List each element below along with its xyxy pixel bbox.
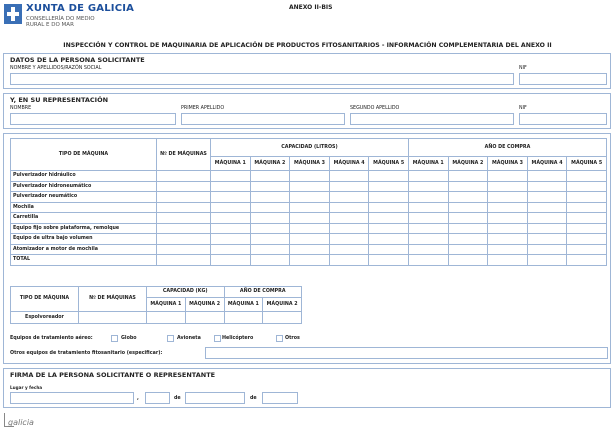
table-cell[interactable] [527, 202, 567, 213]
table-cell[interactable] [567, 213, 607, 224]
table-cell[interactable] [290, 192, 330, 203]
row-label: Pulverizador hidroneumático [11, 181, 157, 192]
representacion-section [3, 93, 611, 129]
table-cell[interactable] [527, 234, 567, 245]
brand-name: XUNTA DE GALICIA [26, 3, 135, 14]
lugar-fecha-label: Lugar y fecha [10, 385, 43, 390]
rep-nif-label: NIF [519, 106, 527, 111]
t2-anio-maquina-2: MÁQUINA 2 [263, 297, 302, 311]
table-cell[interactable] [369, 255, 409, 266]
table-cell[interactable] [488, 202, 528, 213]
nif-label: NIF [519, 66, 527, 71]
row-label: TOTAL [11, 255, 157, 266]
table-cell[interactable] [211, 181, 251, 192]
table-cell[interactable] [250, 192, 290, 203]
table-cell[interactable] [408, 244, 448, 255]
table-cell[interactable] [211, 213, 251, 224]
table-cell[interactable] [211, 244, 251, 255]
table-cell[interactable] [369, 234, 409, 245]
solicitante-section [3, 53, 611, 89]
table-cell[interactable] [157, 202, 211, 213]
table-cell[interactable] [369, 192, 409, 203]
t2-cap-maquina-2: MÁQUINA 2 [185, 297, 224, 311]
table-cell[interactable] [408, 192, 448, 203]
table-row [11, 244, 607, 255]
t2-col-num: Nº DE MÁQUINAS [79, 287, 147, 312]
table-cell[interactable] [567, 171, 607, 182]
table-cell[interactable] [329, 234, 369, 245]
rep-nombre-field[interactable] [10, 113, 176, 125]
table-cell[interactable] [250, 255, 290, 266]
globo-checkbox[interactable] [111, 335, 118, 342]
de-label-2: de [250, 396, 257, 401]
table-cell[interactable] [369, 202, 409, 213]
table-cell[interactable] [448, 244, 488, 255]
table-cell[interactable] [250, 213, 290, 224]
table-cell[interactable] [488, 213, 528, 224]
row-label: Mochila [11, 202, 157, 213]
t2-cell[interactable] [263, 311, 302, 323]
table-cell[interactable] [211, 192, 251, 203]
table-cell[interactable] [290, 181, 330, 192]
row-label: Atomizador a motor de mochila [11, 244, 157, 255]
anio-maquina-4: MÁQUINA 4 [527, 157, 567, 171]
table-cell[interactable] [211, 223, 251, 234]
table-cell[interactable] [157, 192, 211, 203]
table-cell[interactable] [527, 213, 567, 224]
table-cell[interactable] [369, 213, 409, 224]
table-cell[interactable] [250, 244, 290, 255]
table-cell[interactable] [290, 255, 330, 266]
table-cell[interactable] [408, 255, 448, 266]
table-cell[interactable] [211, 255, 251, 266]
table-cell[interactable] [488, 192, 528, 203]
cap-maquina-2: MÁQUINA 2 [250, 157, 290, 171]
table-cell[interactable] [527, 181, 567, 192]
table-cell[interactable] [250, 202, 290, 213]
anio-maquina-2: MÁQUINA 2 [448, 157, 488, 171]
table-cell[interactable] [408, 202, 448, 213]
table-cell[interactable] [408, 234, 448, 245]
table-cell[interactable] [369, 223, 409, 234]
t2-anio-maquina-1: MÁQUINA 1 [224, 297, 263, 311]
col-num: Nº DE MÁQUINAS [157, 139, 211, 171]
table-cell[interactable] [329, 244, 369, 255]
t2-col-capacidad: CAPACIDAD (KG) [147, 287, 225, 298]
t2-cell[interactable] [147, 311, 186, 323]
table-cell[interactable] [157, 255, 211, 266]
comma-separator: , [137, 396, 139, 401]
table-cell[interactable] [527, 244, 567, 255]
row-label: Pulverizador hidráulico [11, 171, 157, 182]
table-cell[interactable] [448, 192, 488, 203]
table-row [11, 234, 607, 245]
table-cell[interactable] [567, 244, 607, 255]
table-cell[interactable] [290, 234, 330, 245]
table-cell[interactable] [488, 234, 528, 245]
t2-row-label: Espolvoreador [11, 311, 79, 323]
table-cell[interactable] [329, 213, 369, 224]
rep-nif-field[interactable] [519, 113, 607, 125]
lugar-field[interactable] [10, 392, 134, 404]
table-cell[interactable] [488, 244, 528, 255]
t2-cell[interactable] [79, 311, 147, 323]
t2-col-tipo: TIPO DE MÁQUINA [11, 287, 79, 312]
de-label-1: de [174, 396, 181, 401]
cap-maquina-5: MÁQUINA 5 [369, 157, 409, 171]
row-label: Pulverizador neumático [11, 192, 157, 203]
table-cell[interactable] [448, 202, 488, 213]
t2-col-anio: AÑO DE COMPRA [224, 287, 302, 298]
page-header [4, 2, 611, 36]
solicitante-title: DATOS DE LA PERSONA SOLICITANTE [10, 56, 145, 64]
table-cell[interactable] [408, 171, 448, 182]
table-cell[interactable] [448, 181, 488, 192]
table-cell[interactable] [157, 223, 211, 234]
table-cell[interactable] [250, 234, 290, 245]
row-label: Equipo fijo sobre plataforma, remolque [11, 223, 157, 234]
table-cell[interactable] [369, 181, 409, 192]
xunta-logo-icon [4, 4, 22, 24]
table-cell[interactable] [157, 234, 211, 245]
globo-label: Globo [121, 336, 137, 341]
table-cell[interactable] [408, 223, 448, 234]
row-label: Equipo de ultra bajo volumen [11, 234, 157, 245]
table-cell[interactable] [157, 213, 211, 224]
otros-label: Otros [285, 336, 300, 341]
otros-equipos-field[interactable] [205, 347, 608, 359]
document-title: INSPECCIÓN Y CONTROL DE MAQUINARIA DE APLICACIÓN DE PRODUCTOS FITOSANITARIOS - INFORMACIÓN COMPLEMENTARIA DEL ANEXO II [63, 42, 552, 49]
table-cell[interactable] [250, 181, 290, 192]
table-cell[interactable] [488, 255, 528, 266]
table-cell[interactable] [488, 171, 528, 182]
table-cell[interactable] [250, 171, 290, 182]
rep-apellido2-field[interactable] [350, 113, 514, 125]
col-anio: AÑO DE COMPRA [408, 139, 606, 157]
galicia-logo: galicia [8, 418, 34, 427]
table-row [11, 181, 607, 192]
table-cell[interactable] [567, 202, 607, 213]
table-cell[interactable] [290, 202, 330, 213]
maquinaria-table [10, 138, 607, 266]
table-cell[interactable] [329, 171, 369, 182]
name-label: NOMBRE Y APELLIDOS/RAZÓN SOCIAL [10, 66, 102, 71]
table-cell[interactable] [567, 223, 607, 234]
table-cell[interactable] [448, 171, 488, 182]
anio-field[interactable] [262, 392, 298, 404]
helicoptero-checkbox[interactable] [214, 335, 221, 342]
cap-maquina-4: MÁQUINA 4 [329, 157, 369, 171]
table-cell[interactable] [290, 171, 330, 182]
table-cell[interactable] [567, 192, 607, 203]
helicoptero-label: Helicóptero [222, 336, 254, 341]
anio-maquina-3: MÁQUINA 3 [488, 157, 528, 171]
table-row [11, 223, 607, 234]
mes-field[interactable] [185, 392, 245, 404]
avioneta-label: Avioneta [177, 336, 201, 341]
table-cell[interactable] [448, 223, 488, 234]
table-row [11, 171, 607, 182]
anio-maquina-1: MÁQUINA 1 [408, 157, 448, 171]
table-row [11, 213, 607, 224]
firma-title: FIRMA DE LA PERSONA SOLICITANTE O REPRESENTANTE [10, 371, 216, 379]
table-cell[interactable] [408, 213, 448, 224]
table-cell[interactable] [211, 234, 251, 245]
nif-field[interactable] [519, 73, 607, 85]
table-cell[interactable] [408, 181, 448, 192]
maquinaria-section [3, 133, 611, 364]
table-cell[interactable] [448, 255, 488, 266]
col-capacidad: CAPACIDAD (LITROS) [211, 139, 409, 157]
table-cell[interactable] [369, 171, 409, 182]
table-cell[interactable] [329, 192, 369, 203]
aereo-label: Equipos de tratamiento aéreo: [10, 336, 93, 341]
anio-maquina-5: MÁQUINA 5 [567, 157, 607, 171]
anexo-label: ANEXO II-BIS [289, 4, 333, 11]
representacion-title: Y, EN SU REPRESENTACIÓN [10, 96, 109, 104]
table-cell[interactable] [527, 255, 567, 266]
brand-subtitle: CONSELLERÍA DO MEDIO RURAL E DO MAR [26, 16, 95, 28]
col-tipo: TIPO DE MÁQUINA [11, 139, 157, 171]
table-row [11, 202, 607, 213]
table-cell[interactable] [211, 202, 251, 213]
table-cell[interactable] [157, 171, 211, 182]
table-cell[interactable] [369, 244, 409, 255]
otros-equipos-label: Otros equipos de tratamiento fitosanitario (especificar): [10, 351, 163, 356]
table-row [11, 192, 607, 203]
table-cell[interactable] [488, 223, 528, 234]
dia-field[interactable] [145, 392, 170, 404]
rep-apellido1-label: PRIMER APELLIDO [181, 106, 225, 111]
t2-cell[interactable] [185, 311, 224, 323]
table-cell[interactable] [567, 234, 607, 245]
rep-apellido1-field[interactable] [181, 113, 345, 125]
table-cell[interactable] [527, 223, 567, 234]
table-cell[interactable] [567, 181, 607, 192]
table-cell[interactable] [448, 234, 488, 245]
table-cell[interactable] [527, 192, 567, 203]
row-label: Carretilla [11, 213, 157, 224]
table-row [11, 255, 607, 266]
table-cell[interactable] [329, 223, 369, 234]
table-cell[interactable] [211, 171, 251, 182]
table-cell[interactable] [290, 213, 330, 224]
avioneta-checkbox[interactable] [167, 335, 174, 342]
table-cell[interactable] [290, 244, 330, 255]
table-cell[interactable] [329, 202, 369, 213]
table-cell[interactable] [527, 171, 567, 182]
rep-nombre-label: NOMBRE [10, 106, 32, 111]
table-cell[interactable] [329, 181, 369, 192]
espolvoreador-table [10, 286, 302, 324]
table-cell[interactable] [329, 255, 369, 266]
table-cell[interactable] [157, 181, 211, 192]
table-cell[interactable] [448, 213, 488, 224]
otros-checkbox[interactable] [276, 335, 283, 342]
t2-cell[interactable] [224, 311, 263, 323]
table-cell[interactable] [567, 255, 607, 266]
rep-apellido2-label: SEGUNDO APELLIDO [350, 106, 400, 111]
firma-section [3, 368, 611, 408]
table-cell[interactable] [157, 244, 211, 255]
name-field[interactable] [10, 73, 514, 85]
cap-maquina-1: MÁQUINA 1 [211, 157, 251, 171]
cap-maquina-3: MÁQUINA 3 [290, 157, 330, 171]
table-cell[interactable] [290, 223, 330, 234]
table-cell[interactable] [250, 223, 290, 234]
t2-cap-maquina-1: MÁQUINA 1 [147, 297, 186, 311]
table-cell[interactable] [488, 181, 528, 192]
